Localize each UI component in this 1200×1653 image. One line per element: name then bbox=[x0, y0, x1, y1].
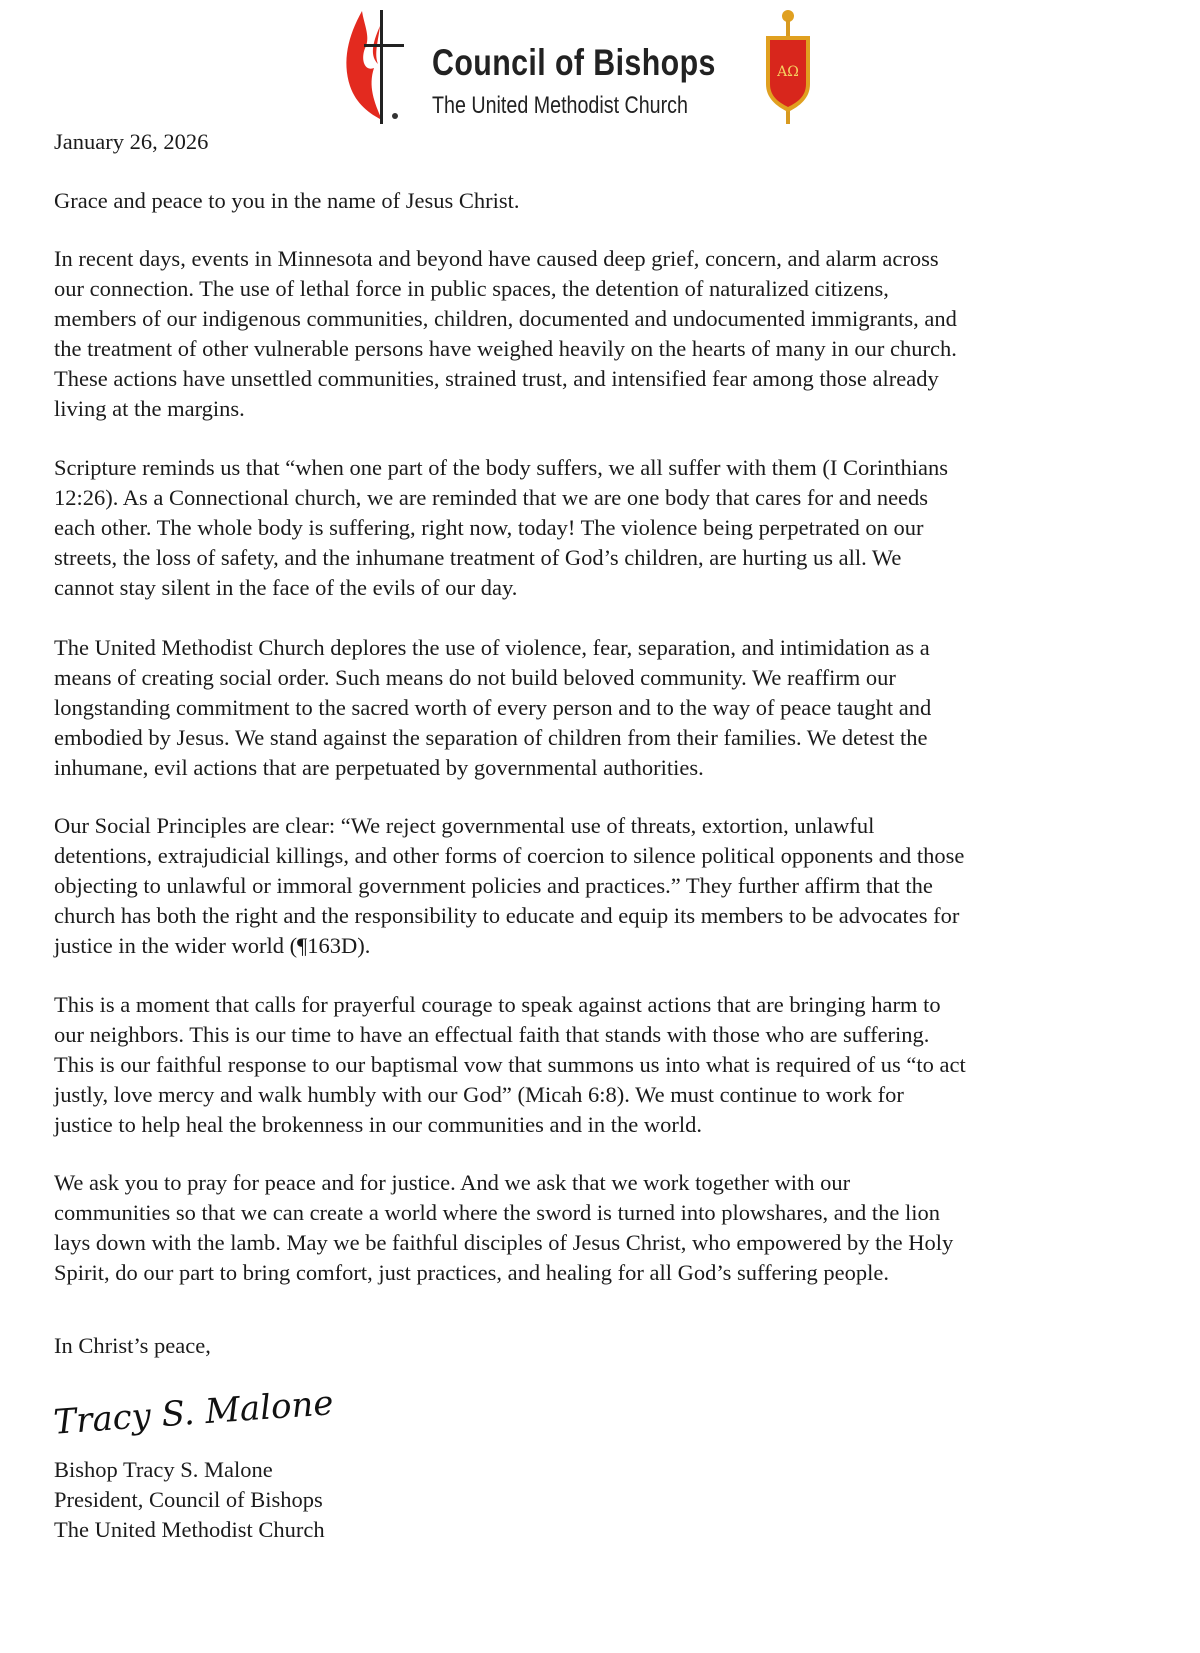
body-paragraph bbox=[54, 633, 931, 783]
paragraph-line: objecting to unlawful or immoral government policies and practices.” They further affirm that the bbox=[54, 873, 933, 898]
paragraph-line: streets, the loss of safety, and the inhumane treatment of God’s children, are hurting us all. We bbox=[54, 545, 902, 570]
paragraph-line: members of our indigenous communities, children, documented and undocumented immigrants, and bbox=[54, 306, 957, 331]
paragraph-line: living at the margins. bbox=[54, 396, 245, 421]
cross-and-flame-icon bbox=[340, 6, 410, 126]
body-paragraph bbox=[54, 244, 957, 424]
paragraph-line: means of creating social order. Such means do not build beloved community. We reaffirm our bbox=[54, 665, 896, 690]
signer-organization: The United Methodist Church bbox=[54, 1517, 325, 1542]
letter-greeting: Grace and peace to you in the name of Jesus Christ. bbox=[54, 188, 520, 213]
paragraph-line: our connection. The use of lethal force in public spaces, the detention of naturalized citizens, bbox=[54, 276, 889, 301]
paragraph-line: church has both the right and the responsibility to educate and equip its members to be advocates for bbox=[54, 903, 960, 928]
paragraph-line: detentions, extrajudicial killings, and other forms of coercion to silence political opponents and those bbox=[54, 843, 965, 868]
paragraph-line: longstanding commitment to the sacred worth of every person and to the way of peace taught and bbox=[54, 695, 932, 720]
body-paragraph bbox=[54, 990, 966, 1140]
paragraph-line: our neighbors. This is our time to have an effectual faith that stands with those who are suffering. bbox=[54, 1022, 930, 1047]
letter-date: January 26, 2026 bbox=[54, 129, 209, 154]
signer-block bbox=[54, 1455, 325, 1545]
letterhead-logo bbox=[340, 6, 830, 126]
paragraph-line: This is a moment that calls for prayerful courage to speak against actions that are bringing harm to bbox=[54, 992, 941, 1017]
paragraph-line: justice in the wider world (¶163D). bbox=[54, 933, 371, 958]
paragraph-line: Scripture reminds us that “when one part of the body suffers, we all suffer with them (I Corinthians bbox=[54, 455, 948, 480]
paragraph-line: cannot stay silent in the face of the evils of our day. bbox=[54, 575, 518, 600]
paragraph-line: communities so that we can create a world where the sword is turned into plowshares, and the lion bbox=[54, 1200, 941, 1225]
bishop-shield-icon bbox=[760, 6, 816, 126]
svg-text:Tracy S. Malone: Tracy S. Malone bbox=[52, 1383, 335, 1443]
paragraph-line: The United Methodist Church deplores the use of violence, fear, separation, and intimidation as a bbox=[54, 635, 930, 660]
org-title: Council of Bishops bbox=[432, 42, 716, 83]
svg-text:AΩ: AΩ bbox=[777, 64, 799, 80]
org-subtitle: The United Methodist Church bbox=[432, 92, 688, 119]
paragraph-line: embodied by Jesus. We stand against the separation of children from their families. We detest the bbox=[54, 725, 928, 750]
paragraph-line: These actions have unsettled communities, strained trust, and intensified fear among those already bbox=[54, 366, 939, 391]
paragraph-line: justly, love mercy and walk humbly with our God” (Micah 6:8). We must continue to work for bbox=[54, 1082, 904, 1107]
paragraph-line: lays down with the lamb. May we be faithful disciples of Jesus Christ, who empowered by the Holy bbox=[54, 1230, 954, 1255]
paragraph-line: 12:26). As a Connectional church, we are reminded that we are one body that cares for and needs bbox=[54, 485, 929, 510]
paragraph-line: the treatment of other vulnerable persons have weighed heavily on the hearts of many in our church. bbox=[54, 336, 957, 361]
paragraph-line: We ask you to pray for peace and for justice. And we ask that we work together with our bbox=[54, 1170, 851, 1195]
body-paragraph bbox=[54, 1168, 953, 1288]
signer-title: President, Council of Bishops bbox=[54, 1487, 323, 1512]
paragraph-line: This is our faithful response to our baptismal vow that summons us into what is required of us “to act bbox=[54, 1052, 966, 1077]
letter-closing: In Christ’s peace, bbox=[54, 1333, 211, 1358]
paragraph-line: each other. The whole body is suffering, right now, today! The violence being perpetrated on our bbox=[54, 515, 924, 540]
body-paragraph bbox=[54, 811, 964, 961]
paragraph-line: Spirit, do our part to bring comfort, just practices, and healing for all God’s suffering people. bbox=[54, 1260, 890, 1285]
body-paragraph bbox=[54, 453, 948, 603]
signer-name: Bishop Tracy S. Malone bbox=[54, 1457, 273, 1482]
paragraph-line: In recent days, events in Minnesota and beyond have caused deep grief, concern, and alarm across bbox=[54, 246, 939, 271]
paragraph-line: Our Social Principles are clear: “We reject governmental use of threats, extortion, unlawful bbox=[54, 813, 875, 838]
paragraph-line: justice to help heal the brokenness in our communities and in the world. bbox=[54, 1112, 702, 1137]
paragraph-line: inhumane, evil actions that are perpetuated by governmental authorities. bbox=[54, 755, 704, 780]
signature bbox=[50, 1383, 335, 1455]
